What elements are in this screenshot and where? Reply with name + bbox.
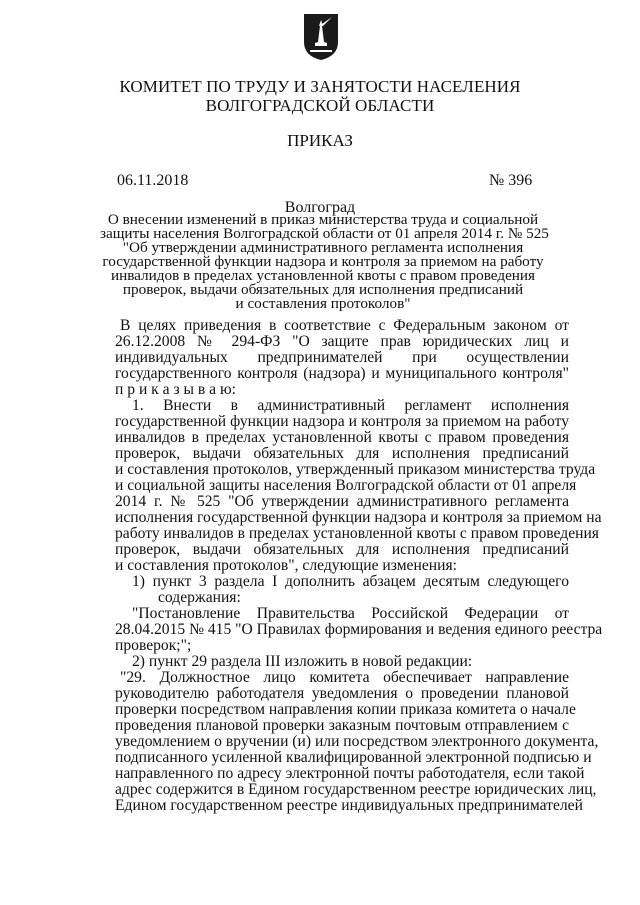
order-body [115, 317, 603, 814]
body-line: проверок, выдачи обязательных для исполнения предписаний [115, 445, 569, 462]
body-line: подписанного усиленной квалифицированной электронной подписью и [115, 749, 592, 766]
body-line: направленного по адресу электронной почты работодателя, если такой [115, 765, 585, 782]
body-line: работу инвалидов в пределах установленной квоты с правом проведения [115, 525, 599, 542]
body-line: государственного контроля (надзора) и муниципального контроля" [115, 365, 569, 382]
organization-name-line-2: ВОЛГОГРАДСКОЙ ОБЛАСТИ [205, 96, 435, 115]
body-line: 2014 г. № 525 "Об утверждении административного регламента [115, 493, 569, 510]
body-line: 2) пункт 29 раздела III изложить в новой редакции: [132, 653, 473, 670]
body-line: адрес содержится в Едином государственном реестре юридических лиц, [115, 781, 597, 798]
body-line: исполнения государственной функции надзора и контроля за приемом на [115, 509, 602, 526]
city-name: Волгоград [284, 199, 356, 216]
body-line: проверки посредством направления копии приказа комитета о начале [115, 701, 576, 718]
subject-line: и составления протоколов" [235, 295, 411, 312]
subject-line: О внесении изменений в приказ министерства труда и социальной [107, 211, 539, 228]
body-line: 26.12.2008 № 294-ФЗ "О защите прав юридических лиц и [115, 333, 569, 350]
volgograd-region-coat-of-arms-icon [302, 12, 340, 62]
body-line: "Постановление Правительства Российской Федерации от [132, 605, 569, 622]
body-line: и составления протоколов", следующие изменения: [115, 557, 457, 574]
body-line: инвалидов в пределах установленной квоты с правом проведения [115, 429, 569, 446]
body-line: В целях приведения в соответствие с Федеральным законом от [120, 317, 569, 334]
subject-line: государственной функции надзора и контроля за приемом на работу [102, 253, 544, 270]
body-line: "29. Должностное лицо комитета обеспечивает направление [120, 669, 569, 686]
body-line: 1) пункт 3 раздела I дополнить абзацем десятым следующего [132, 573, 569, 590]
body-line: и социальной защиты населения Волгоградской области от 01 апреля [115, 477, 577, 494]
body-line: уведомлением о вручении (и) или посредством электронного документа, [115, 733, 599, 750]
body-line: п р и к а з ы в а ю: [115, 381, 236, 398]
body-line: проверок;"; [115, 637, 192, 654]
subject-line: инвалидов в пределах установленной квоты с правом проведения [110, 267, 536, 284]
body-line: и составления протоколов, утвержденный приказом министерства труда [115, 461, 596, 478]
body-line: 28.04.2015 № 415 "О Правилах формирования и ведения единого реестра [115, 621, 603, 638]
subject-line: проверок, выдачи обязательных для исполнения предписаний [122, 281, 524, 298]
order-subject [100, 211, 549, 312]
order-number: № 396 [489, 172, 533, 189]
body-line: индивидуальных предпринимателей при осуществлении [115, 349, 569, 366]
body-line: 1. Внести в административный регламент исполнения [132, 397, 569, 414]
body-line: проверок, выдачи обязательных для исполнения предписаний [115, 541, 569, 558]
body-line: руководителю работодателя уведомления о проведении плановой [115, 685, 569, 702]
body-line: государственной функции надзора и контроля за приемом на работу [115, 413, 569, 430]
subject-line: защиты населения Волгоградской области от 01 апреля 2014 г. № 525 [100, 225, 549, 242]
document-type-title: ПРИКАЗ [287, 131, 353, 150]
body-line: содержания: [158, 589, 241, 606]
body-line: проведения плановой проверки заказным почтовым отправлением с [115, 717, 569, 734]
subject-line: "Об утверждении административного регламента исполнения [122, 239, 524, 256]
organization-name-line-1: КОМИТЕТ ПО ТРУДУ И ЗАНЯТОСТИ НАСЕЛЕНИЯ [119, 77, 521, 96]
order-date: 06.11.2018 [117, 172, 189, 189]
body-line: Едином государственном реестре индивидуальных предпринимателей [115, 797, 583, 814]
